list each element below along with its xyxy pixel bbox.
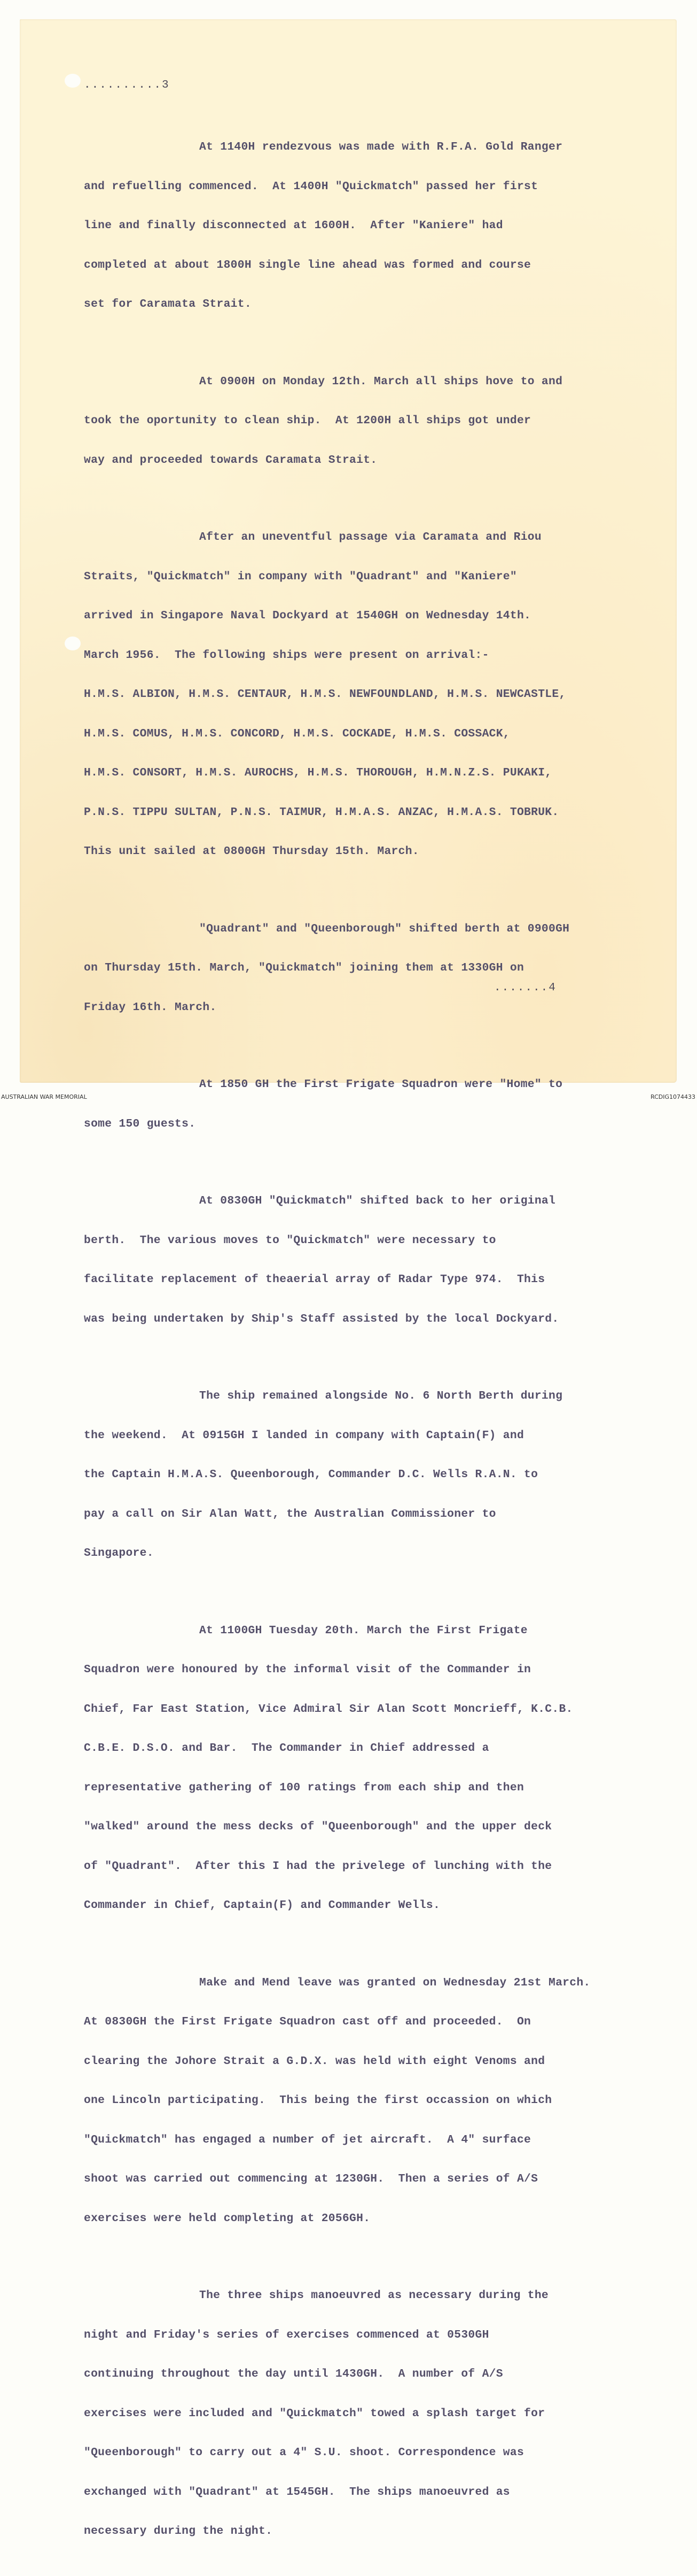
punch-hole <box>65 637 81 650</box>
text-line: At 1100GH Tuesday 20th. March the First Frigate <box>199 1624 528 1637</box>
text-line: and refuelling commenced. At 1400H "Quickmatch" passed her first <box>84 180 538 193</box>
paragraph <box>84 505 661 884</box>
text-line: some 150 guests. <box>84 1117 196 1130</box>
text-line: the weekend. At 0915GH I landed in company with Captain(F) and <box>84 1429 524 1442</box>
text-line: shoot was carried out commencing at 1230GH. Then a series of A/S <box>84 2172 538 2185</box>
page-number-marker-top: ..........3 <box>84 79 170 91</box>
text-line: After an uneventful passage via Caramata and Riou <box>199 531 542 544</box>
text-line: Make and Mend leave was granted on Wednesday 21st March. <box>199 1976 591 1989</box>
text-line: The three ships manoeuvred as necessary during the <box>199 2289 549 2302</box>
text-line: H.M.S. ALBION, H.M.S. CENTAUR, H.M.S. NEWFOUNDLAND, H.M.S. NEWCASTLE, <box>84 688 566 701</box>
text-line: Friday 16th. March. <box>84 1000 217 1014</box>
text-line: facilitate replacement of theaerial array of Radar Type 974. This <box>84 1273 545 1286</box>
text-line: clearing the Johore Strait a G.D.X. was held with eight Venoms and <box>84 2054 545 2068</box>
text-line: the Captain H.M.A.S. Queenborough, Commander D.C. Wells R.A.N. to <box>84 1468 538 1481</box>
text-line: berth. The various moves to "Quickmatch" were necessary to <box>84 1233 496 1247</box>
text-line: Commander in Chief, Captain(F) and Commander Wells. <box>84 1899 441 1912</box>
text-line: At 1140H rendezvous was made with R.F.A. Gold Ranger <box>199 141 563 153</box>
text-line: way and proceeded towards Caramata Strait. <box>84 453 378 467</box>
text-line: At 0900H on Monday 12th. March all ships hove to and <box>199 375 563 388</box>
text-line: completed at about 1800H single line ahead was formed and course <box>84 258 531 271</box>
archive-credit: AUSTRALIAN WAR MEMORIAL <box>1 1093 87 1100</box>
text-line: At 0830GH "Quickmatch" shifted back to her original <box>199 1194 556 1207</box>
paragraph <box>84 1950 661 2252</box>
punch-hole <box>65 74 81 88</box>
text-line: Chief, Far East Station, Vice Admiral Sir Alan Scott Moncrieff, K.C.B. <box>84 1702 573 1716</box>
text-line: Singapore. <box>84 1547 154 1559</box>
text-line: exercises were included and "Quickmatch" towed a splash target for <box>84 2407 545 2420</box>
text-line: March 1956. The following ships were present on arrival:- <box>84 648 489 662</box>
text-line: pay a call on Sir Alan Watt, the Australian Commissioner to <box>84 1507 496 1520</box>
text-line: set for Caramata Strait. <box>84 298 252 311</box>
archive-id: RCDIG1074433 <box>650 1093 695 1100</box>
text-line: This unit sailed at 0800GH Thursday 15th. March. <box>84 845 419 858</box>
text-line: C.B.E. D.S.O. and Bar. The Commander in Chief addressed a <box>84 1742 489 1755</box>
text-line: representative gathering of 100 ratings from each ship and then <box>84 1781 524 1794</box>
text-line: At 0830GH the First Frigate Squadron cast off and proceeded. On <box>84 2015 531 2028</box>
text-line: was being undertaken by Ship's Staff assisted by the local Dockyard. <box>84 1312 559 1325</box>
text-line: Straits, "Quickmatch" in company with "Quadrant" and "Kaniere" <box>84 570 517 583</box>
text-line: on Thursday 15th. March, "Quickmatch" joining them at 1330GH on <box>84 961 524 974</box>
paragraph <box>84 1598 661 1938</box>
text-line: line and finally disconnected at 1600H. After "Kaniere" had <box>84 219 503 232</box>
text-line: "walked" around the mess decks of "Queenborough" and the upper deck <box>84 1820 552 1833</box>
text-line: exchanged with "Quadrant" at 1545GH. The ships manoeuvred as <box>84 2485 510 2499</box>
text-line: necessary during the night. <box>84 2525 273 2538</box>
text-line: exercises were held completing at 2056GH. <box>84 2212 371 2225</box>
text-line: H.M.S. CONSORT, H.M.S. AUROCHS, H.M.S. THOROUGH, H.M.N.Z.S. PUKAKI, <box>84 766 552 779</box>
paragraph <box>84 114 661 337</box>
paragraph <box>84 2263 661 2564</box>
text-line: arrived in Singapore Naval Dockyard at 1540GH on Wednesday 14th. <box>84 609 531 622</box>
text-line: Squadron were honoured by the informal visit of the Commander in <box>84 1663 531 1676</box>
text-line: The ship remained alongside No. 6 North Berth during <box>199 1390 563 1402</box>
paragraph <box>84 1363 661 1586</box>
text-line: one Lincoln participating. This being the first occassion on which <box>84 2094 552 2107</box>
paragraph <box>84 1052 661 1157</box>
text-line: of "Quadrant". After this I had the privelege of lunching with the <box>84 1859 552 1873</box>
text-line: "Queenborough" to carry out a 4" S.U. shoot. Correspondence was <box>84 2446 524 2459</box>
text-line: P.N.S. TIPPU SULTAN, P.N.S. TAIMUR, H.M.A.S. ANZAC, H.M.A.S. TOBRUK. <box>84 805 559 819</box>
text-line: continuing throughout the day until 1430GH. A number of A/S <box>84 2368 503 2380</box>
paragraph <box>84 896 661 1041</box>
paragraph <box>84 1168 661 1352</box>
text-line: H.M.S. COMUS, H.M.S. CONCORD, H.M.S. COCKADE, H.M.S. COSSACK, <box>84 727 510 740</box>
text-line: At 1850 GH the First Frigate Squadron were "Home" to <box>199 1078 563 1091</box>
document-body <box>84 114 661 2576</box>
page-number-marker-bottom: .......4 <box>494 982 557 994</box>
paragraph <box>84 349 661 493</box>
text-line: took the oportunity to clean ship. At 1200H all ships got under <box>84 414 531 427</box>
text-line: "Quadrant" and "Queenborough" shifted berth at 0900GH <box>199 922 570 935</box>
text-line: night and Friday's series of exercises commenced at 0530GH <box>84 2328 489 2341</box>
text-line: "Quickmatch" has engaged a number of jet aircraft. A 4" surface <box>84 2133 531 2146</box>
